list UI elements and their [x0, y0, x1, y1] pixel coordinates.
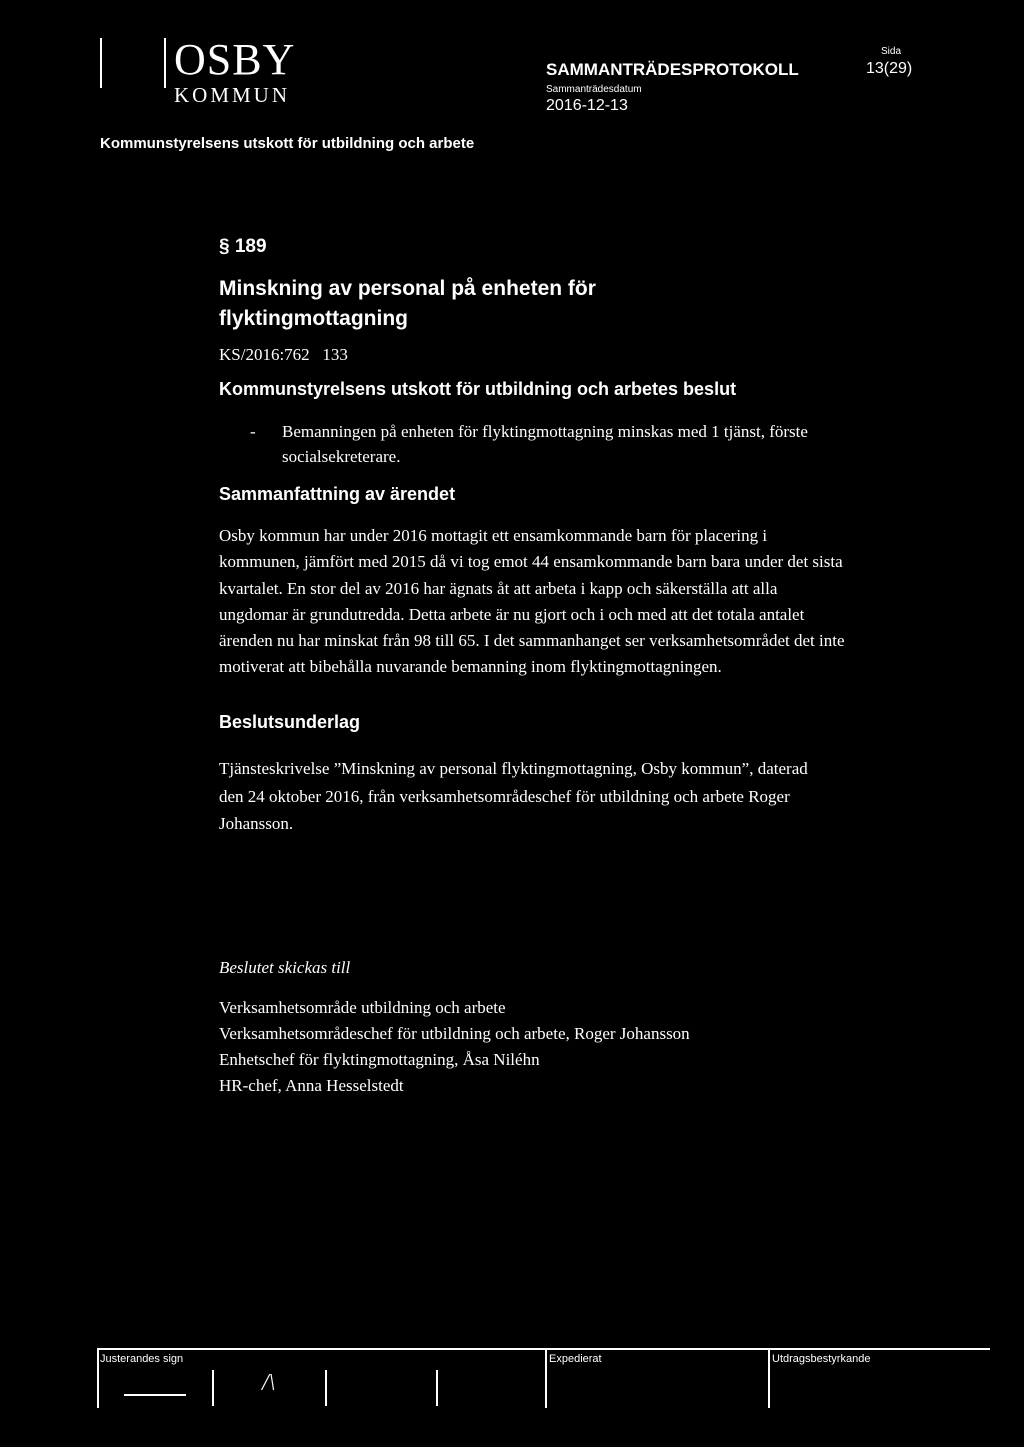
meeting-date-label: Sammanträdesdatum — [546, 84, 642, 95]
footer-divider — [97, 1348, 990, 1350]
recipients-list — [219, 995, 690, 1099]
logo-bar-left — [100, 38, 102, 88]
footer-box-divider — [768, 1350, 770, 1408]
certified-extract-label: Utdragsbestyrkande — [772, 1353, 871, 1365]
recipient-item: Verksamhetsområdeschef för utbildning och arbete, Roger Johansson — [219, 1024, 690, 1043]
basis-text: Tjänsteskrivelse ”Minskning av personal flyktingmottagning, Osby kommun”, daterad den 24 oktober 2016, från verksamhetsområdeschef för utbildning och arbete Roger Johansson. — [219, 759, 808, 833]
page-number: 13(29) — [866, 60, 913, 77]
meeting-date-value: 2016-12-13 — [546, 97, 628, 114]
recipient-item: HR-chef, Anna Hesselstedt — [219, 1076, 404, 1095]
signature-box-divider — [212, 1370, 214, 1406]
footer-box-divider — [545, 1350, 547, 1408]
recipient-item: Enhetschef för flyktingmottagning, Åsa Niléhn — [219, 1050, 540, 1069]
logo-kommun: KOMMUN — [174, 83, 291, 107]
logo-osby: OSBY — [174, 35, 296, 84]
signature-box-divider — [436, 1370, 438, 1406]
footer-box-divider — [97, 1348, 99, 1408]
list-dash: - — [250, 422, 256, 441]
logo-bar-right — [164, 38, 166, 88]
case-reference: KS/2016:762 133 — [219, 345, 348, 364]
recipients-heading: Beslutet skickas till — [219, 958, 351, 977]
dispatched-label: Expedierat — [549, 1353, 602, 1365]
decision-item: Bemanningen på enheten för flyktingmottagning minskas med 1 tjänst, förste socialsekreterare. — [282, 422, 808, 466]
page-title: Minskning av personal på enheten för flyktingmottagning — [219, 277, 596, 330]
page-label: Sida — [881, 46, 902, 57]
signature-initials: /\ — [262, 1370, 276, 1396]
signature-box-divider — [325, 1370, 327, 1406]
document-type: SAMMANTRÄDESPROTOKOLL — [546, 60, 799, 79]
signature-stroke — [124, 1394, 186, 1396]
summary-heading: Sammanfattning av ärendet — [219, 484, 456, 504]
basis-heading: Beslutsunderlag — [219, 712, 361, 732]
recipient-item: Verksamhetsområde utbildning och arbete — [219, 998, 506, 1017]
adjusters-sign-label: Justerandes sign — [100, 1353, 184, 1365]
summary-text: Osby kommun har under 2016 mottagit ett ensamkommande barn för placering i kommunen, jämfört med 2015 då vi tog emot 44 ensamkommande barn bara under det sista kvartalet. En stor del av 2016 har ägnats åt att arbeta i kapp och säkerställa att alla ungdomar är grundutredda. Detta arbete är nu gjort och i och med att det totala antalet ärenden nu har minskat från 98 till 65. I det sammanhanget ser verksamhetsområdet det inte motiverat att bibehålla nuvarande bemanning inom flyktingmottagningen. — [219, 526, 845, 677]
decision-heading: Kommunstyrelsens utskott för utbildning och arbetes beslut — [219, 379, 737, 399]
paragraph-number: § 189 — [219, 236, 267, 257]
committee-header: Kommunstyrelsens utskott för utbildning och arbete — [100, 135, 475, 152]
